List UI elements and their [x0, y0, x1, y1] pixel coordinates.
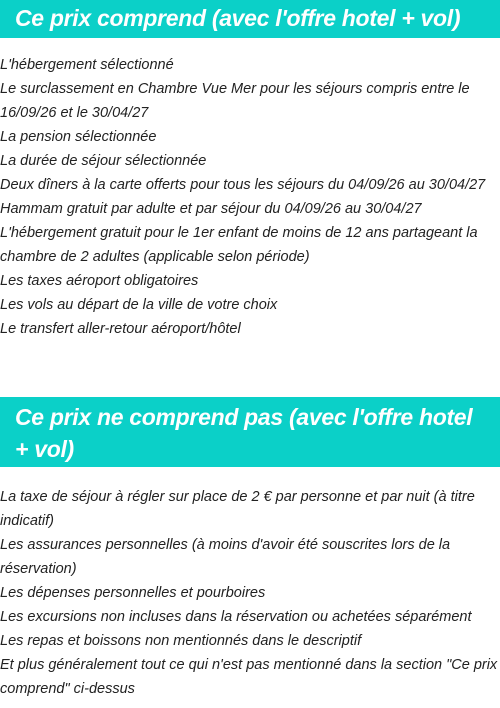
excluded-item: Les repas et boissons non mentionnés dans le descriptif — [0, 633, 362, 649]
excluded-item: La taxe de séjour à régler sur place de 2 € par personne et par nuit (à titre indicatif) — [0, 489, 475, 529]
excluded-item: Et plus généralement tout ce qui n'est pas mentionné dans la section "Ce prix comprend" ci-dessus — [0, 657, 498, 697]
included-item: Le transfert aller-retour aéroport/hôtel — [0, 321, 241, 337]
included-item: Les vols au départ de la ville de votre choix — [0, 297, 278, 313]
included-item: La pension sélectionnée — [0, 129, 157, 145]
excluded-title: Ce prix ne comprend pas (avec l'offre hotel + vol) — [0, 397, 500, 467]
included-list — [0, 53, 500, 341]
included-item: L'hébergement sélectionné — [0, 57, 174, 73]
included-title: Ce prix comprend (avec l'offre hotel + vol) — [0, 0, 500, 38]
excluded-section — [0, 397, 500, 701]
included-section — [0, 0, 500, 341]
included-item: Le surclassement en Chambre Vue Mer pour les séjours compris entre le 16/09/26 et le 30/04/27 — [0, 81, 470, 121]
excluded-item: Les excursions non incluses dans la réservation ou achetées séparément — [0, 609, 472, 625]
excluded-item: Les dépenses personnelles et pourboires — [0, 585, 266, 601]
excluded-item: Les assurances personnelles (à moins d'avoir été souscrites lors de la réservation) — [0, 537, 451, 577]
included-item: Hammam gratuit par adulte et par séjour du 04/09/26 au 30/04/27 — [0, 201, 422, 217]
included-item: La durée de séjour sélectionnée — [0, 153, 207, 169]
included-item: Les taxes aéroport obligatoires — [0, 273, 199, 289]
included-item: Deux dîners à la carte offerts pour tous les séjours du 04/09/26 au 30/04/27 — [0, 177, 486, 193]
excluded-list — [0, 485, 500, 701]
included-item: L'hébergement gratuit pour le 1er enfant de moins de 12 ans partageant la chambre de 2 adultes (applicable selon période) — [0, 225, 478, 265]
